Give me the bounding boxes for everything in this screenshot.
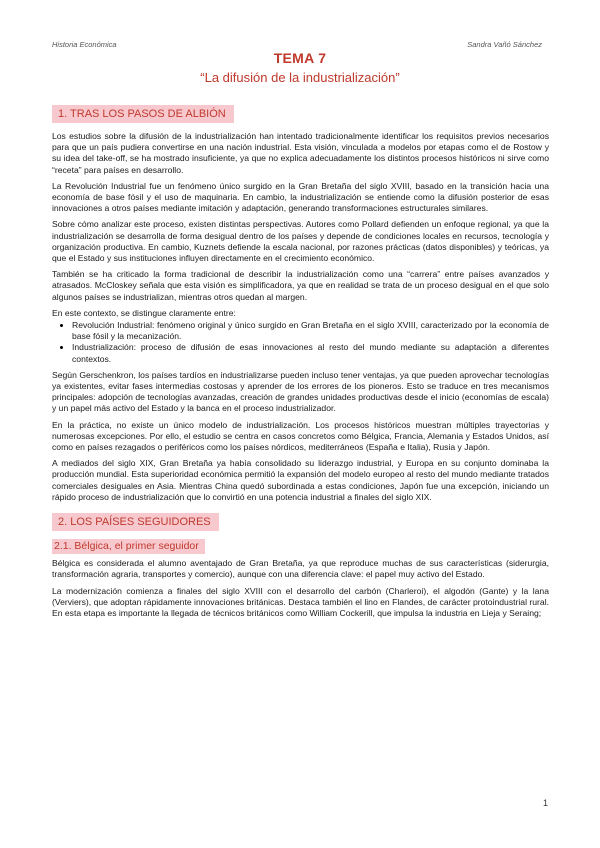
paragraph: La Revolución Industrial fue un fenómeno único surgido en la Gran Bretaña del siglo XVIII, basado en la transición hacia una economía de base fósil y el uso de maquinaria. En cambio, la industrialización se entiende como la difusión posterior de esas innovaciones a otros países mediante imitación y adaptación, generando transformaciones estructurales similares. bbox=[52, 180, 549, 214]
definition-list bbox=[52, 320, 549, 365]
paragraph: En este contexto, se distingue claramente entre: bbox=[52, 307, 236, 318]
paragraph: También se ha criticado la forma tradicional de describir la industrialización como una “carrera” entre países avanzados y atrasados. McCloskey señala que esta visión es simplificadora, ya que en realidad se trata de un proceso desigual en el que solo algunos países se industrializan, mientras otros quedan al margen. bbox=[52, 269, 549, 302]
paragraph: En la práctica, no existe un único modelo de industrialización. Los procesos históricos muestran múltiples trayectorias y numerosas excepciones. Por ello, el estudio se centra en casos concretos como Bélgica, Francia, Alemania y Estados Unidos, así como en países rezagados o periféricos como los países nórdicos, mediterráneos (España e Italia), Rusia y Japón. bbox=[52, 419, 549, 453]
list-item: • Industrialización: proceso de difusión de esas innovaciones al resto del mundo mediante su adaptación a diferentes contextos. bbox=[72, 342, 549, 364]
paragraph: A mediados del siglo XIX, Gran Bretaña ya había consolidado su liderazgo industrial, y Europa en su conjunto dominaba la producción mundial. Esta superioridad económica permitió la expansión del modelo europeo al resto del mundo mediante tratados comerciales desiguales en Asia. Mientras China quedó subordinada a estas condiciones, Japón fue una excepción, iniciando un rápido proceso de industrialización que lo convirtió en una potencia industrial a finales del siglo XIX. bbox=[52, 458, 549, 502]
page-subtitle: “La difusión de la industrialización” bbox=[200, 70, 400, 85]
paragraph: Sobre cómo analizar este proceso, existen distintas perspectivas. Autores como Pollard defienden un enfoque regional, ya que la industrialización se desarrolla de forma desigual dentro de los países y depende de condiciones locales en recursos, tecnología y organización productiva. En cambio, Kuznets defiende la escala nacional, por razones prácticas (datos disponibles) y teóricas, ya que el Estado y sus instituciones influyen directamente en el crecimiento económico. bbox=[52, 219, 549, 264]
subsection-heading: 2.1. Bélgica, el primer seguidor bbox=[52, 539, 205, 554]
paragraph: Según Gerschenkron, los países tardíos en industrializarse pueden incluso tener ventajas, ya que pueden aprovechar tecnologías ya existentes, evitar fases intermedias costosas y aprender de los errores de los pioneros. Esto se traduce en tres mecanismos principales: adopción de tecnologías avanzadas, creación de grandes unidades productivas desde el inicio (economías de escala) y un papel más activo del Estado y la banca en el proceso industrializador. bbox=[52, 369, 549, 414]
list-item: • Revolución Industrial: fenómeno original y único surgido en Gran Bretaña en el siglo XVIII, caracterizado por la economía de base fósil y la mecanización. bbox=[72, 320, 549, 342]
header-course: Historia Económica bbox=[52, 40, 117, 49]
page-number: 1 bbox=[542, 798, 548, 808]
paragraph: Bélgica es considerada el alumno aventajado de Gran Bretaña, ya que reproduce muchas de sus características (siderurgia, transformación agraria, transportes y comercio), aunque con una diferencia clave: el papel muy activo del Estado. bbox=[52, 558, 549, 580]
paragraph: Los estudios sobre la difusión de la industrialización han intentado tradicionalmente identificar los requisitos previos necesarios para que un país pudiera convertirse en una nación industrial. Esta visión, vinculada a modelos por etapas como el de Rostow y su idea del take-off, se ha mostrado insuficiente, ya que no explica adecuadamente los distintos procesos históricos ni sirve como “receta” para países en desarrollo. bbox=[52, 131, 549, 175]
page-title: TEMA 7 bbox=[273, 50, 327, 66]
document-body bbox=[52, 103, 549, 624]
header-author: Sandra Vañó Sánchez bbox=[467, 40, 542, 49]
section-heading-2: 2. LOS PAÍSES SEGUIDORES bbox=[52, 513, 219, 531]
paragraph: La modernización comienza a finales del siglo XVIII con el desarrollo del carbón (Charleroi), el algodón (Gante) y la lana (Verviers), que adoptan rápidamente innovaciones británicas. Destaca también el lino en Flandes, de carácter protoindustrial rural. En esta etapa es importante la llegada de técnicos británicos como William Cockerill, que impulsa la industria en Lieja y Seraing; bbox=[52, 585, 549, 618]
section-heading-1: 1. TRAS LOS PASOS DE ALBIÓN bbox=[52, 105, 234, 123]
